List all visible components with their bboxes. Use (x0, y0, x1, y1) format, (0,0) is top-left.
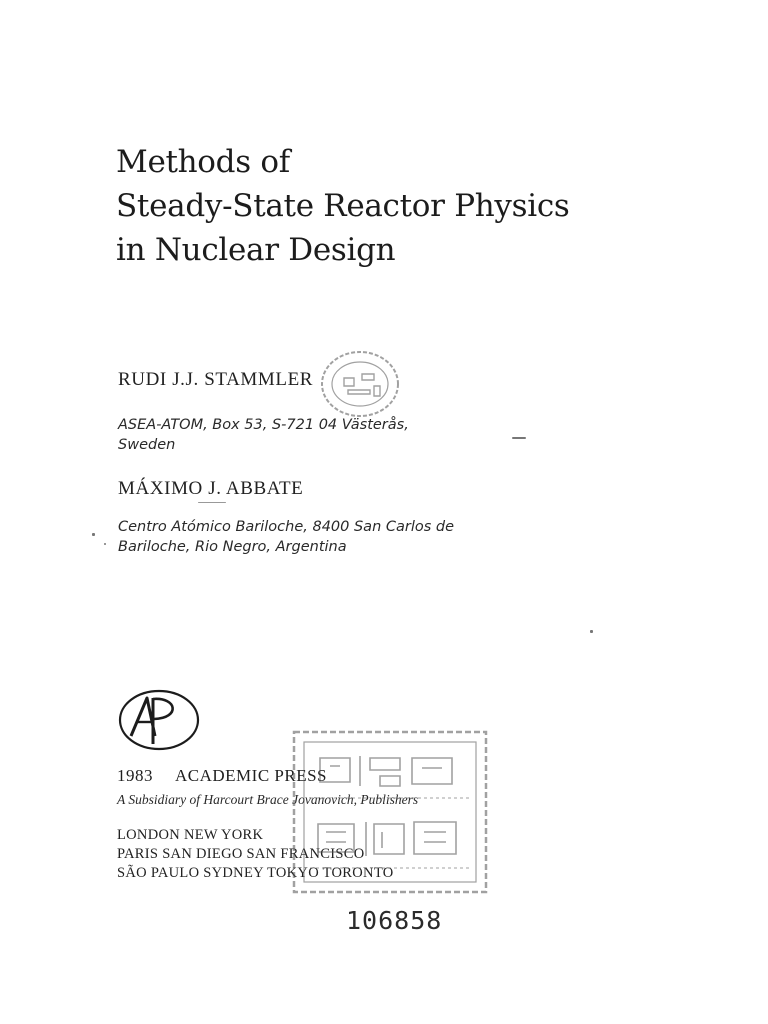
publisher-name: ACADEMIC PRESS (175, 766, 328, 785)
scan-mark (198, 502, 226, 503)
publisher-subsidiary: A Subsidiary of Harcourt Brace Jovanovich, Publishers (117, 792, 419, 807)
author-2-affiliation-line-2: Bariloche, Rio Negro, Argentina (118, 539, 347, 555)
cities-line-2: PARIS SAN DIEGO SAN FRANCISCO (117, 846, 365, 862)
title-line-3: in Nuclear Design (116, 232, 396, 268)
author-1-affiliation-line-1: ASEA-ATOM, Box 53, S-721 04 Västerås, (118, 417, 409, 433)
accession-number: 106858 (346, 906, 443, 935)
library-square-stamp-icon (290, 728, 490, 896)
publication-year: 1983 (117, 766, 153, 785)
title-line-1: Methods of (116, 144, 290, 180)
cities-line-1: LONDON NEW YORK (117, 827, 264, 843)
scan-mark (104, 543, 106, 545)
author-1-affiliation (118, 415, 409, 455)
library-round-stamp-icon (318, 348, 402, 420)
author-1-name: RUDI J.J. STAMMLER (118, 369, 314, 390)
author-1-affiliation-line-2: Sweden (118, 437, 176, 453)
publisher-logo-icon (117, 688, 201, 752)
author-2-affiliation (118, 517, 454, 557)
scan-mark (512, 437, 526, 439)
book-title (116, 140, 570, 272)
author-2-name: MÁXIMO J. ABBATE (118, 478, 304, 499)
author-2-affiliation-line-1: Centro Atómico Bariloche, 8400 San Carlos de (118, 519, 455, 535)
title-line-2: Steady-State Reactor Physics (116, 188, 570, 224)
cities-line-3: SÃO PAULO SYDNEY TOKYO TORONTO (117, 865, 394, 881)
scan-mark (92, 533, 95, 536)
scan-mark (590, 630, 593, 633)
